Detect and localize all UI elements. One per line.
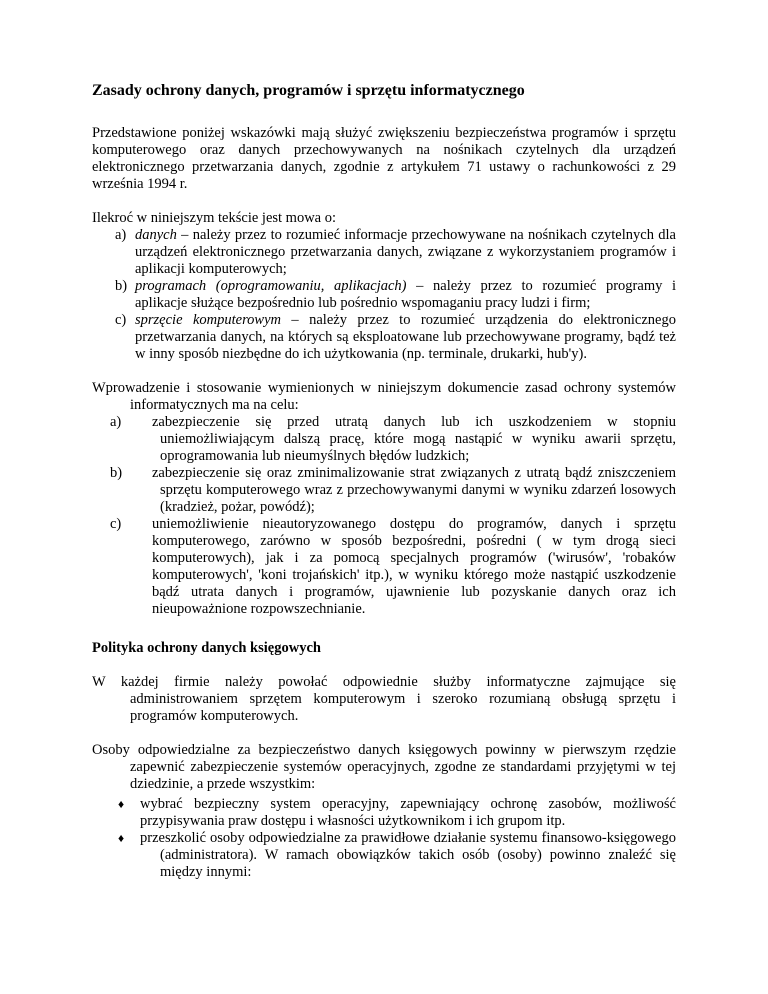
bullet-item-1 xyxy=(92,796,676,830)
bullet-text: wybrać bezpieczny system operacyjny, zapewniający ochronę zasobów, możliwość przypisywania praw dostępu i własności użytkownikom i ich grupom itp. xyxy=(140,796,676,829)
definition-item-c xyxy=(92,312,676,363)
definition-term: sprzęcie komputerowym xyxy=(135,312,281,328)
goals-lead: Wprowadzenie i stosowanie wymienionych w niniejszym dokumencie zasad ochrony systemów informatycznych ma na celu: xyxy=(92,380,676,413)
definition-text: – należy przez to rozumieć urządzenia do elektronicznego przetwarzania danych, na których są eksploatowane lub przechowywane programy, bądź też w inny sposób niezbędne do ich użytkowania (np. terminale, drukarki, hub'y). xyxy=(135,312,676,362)
document-title: Zasady ochrony danych, programów i sprzętu informatycznego xyxy=(92,82,525,99)
goal-text: zabezpieczenie się oraz zminimalizowanie strat związanych z utratą bądź zniszczeniem sprzętu komputerowego wraz z przechowywanymi danymi w wyniku zdarzeń losowych (kradzież, pożar, powódź); xyxy=(152,465,676,515)
list-marker: a) xyxy=(115,227,127,243)
goal-text: uniemożliwienie nieautoryzowanego dostępu do programów, danych i sprzętu komputerowego, zarówno w sposób bezpośredni, pośredni ( w tym drogą sieci komputerowych), jak i za pomocą specjalnych programów ('wirusów', 'robaków komputerowych', 'koni trojańskich' itp.), w wyniku którego może nastąpić uszkodzenie bądź utrata danych i programów, ujawnienie lub pozyskanie danych oraz ich nieupoważnione rozpowszechnianie. xyxy=(152,516,676,617)
definition-term: danych xyxy=(135,227,177,243)
goal-item-a xyxy=(92,414,676,465)
responsibilities-lead: Osoby odpowiedzialne za bezpieczeństwo danych księgowych powinny w pierwszym rzędzie zapewnić zabezpieczenie systemów operacyjnych, zgodne ze standardami przyjętymi w tej dziedzinie, a przede wszystkim: xyxy=(92,742,676,792)
definition-text: – należy przez to rozumieć programy i aplikacje służące bezpośrednio lub pośrednio wspomaganiu pracy ludzi i firm; xyxy=(135,278,677,311)
goal-text: zabezpieczenie się przed utratą danych lub ich uszkodzeniem w stopniu uniemożliwiającym dalszą pracę, które mogą nastąpić w wyniku awarii sprzętu, oprogramowania lub nieumyślnych błędów ludzkich; xyxy=(152,414,676,464)
goal-item-c xyxy=(92,516,676,618)
definitions-list xyxy=(92,227,676,363)
definition-text: – należy przez to rozumieć informacje przechowywane na nośnikach czytelnych dla urządzeń elektronicznego przetwarzania danych, związane z wykorzystaniem programów i aplikacji komputerowych; xyxy=(135,227,676,277)
diamond-bullet-icon: ♦ xyxy=(118,797,125,811)
list-marker: a) xyxy=(110,414,122,430)
list-marker: b) xyxy=(115,278,128,294)
definition-term: programach (oprogramowaniu, aplikacjach) xyxy=(135,278,407,294)
goal-item-b xyxy=(92,465,676,516)
bullet-item-2 xyxy=(92,830,676,881)
list-marker: c) xyxy=(110,516,122,532)
section-heading: Polityka ochrony danych księgowych xyxy=(92,640,321,656)
goals-list xyxy=(92,414,676,618)
bullet-list xyxy=(92,796,676,881)
list-marker: c) xyxy=(115,312,127,328)
intro-paragraph: Przedstawione poniżej wskazówki mają służyć zwiększeniu bezpieczeństwa programów i sprzętu komputerowego oraz danych przechowywanych na nośnikach czytelnych dla urządzeń elektronicznego przetwarzania danych, zgodnie z artykułem 71 ustawy o rachunkowości z 29 września 1994 r. xyxy=(92,125,676,192)
definition-item-a xyxy=(92,227,676,278)
diamond-bullet-icon: ♦ xyxy=(118,831,125,845)
definition-item-b xyxy=(92,278,676,312)
policy-paragraph: W każdej firmie należy powołać odpowiednie służby informatyczne zajmujące się administrowaniem sprzętem komputerowym i szeroko rozumianą obsługą sprzętu i programów komputerowych. xyxy=(92,674,676,724)
definitions-lead: Ilekroć w niniejszym tekście jest mowa o: xyxy=(92,210,337,226)
bullet-text: przeszkolić osoby odpowiedzialne za prawidłowe działanie systemu finansowo-księgowego (administratora). W ramach obowiązków takich osób (osoby) powinno znaleźć się między innymi: xyxy=(140,830,676,880)
list-marker: b) xyxy=(110,465,123,481)
